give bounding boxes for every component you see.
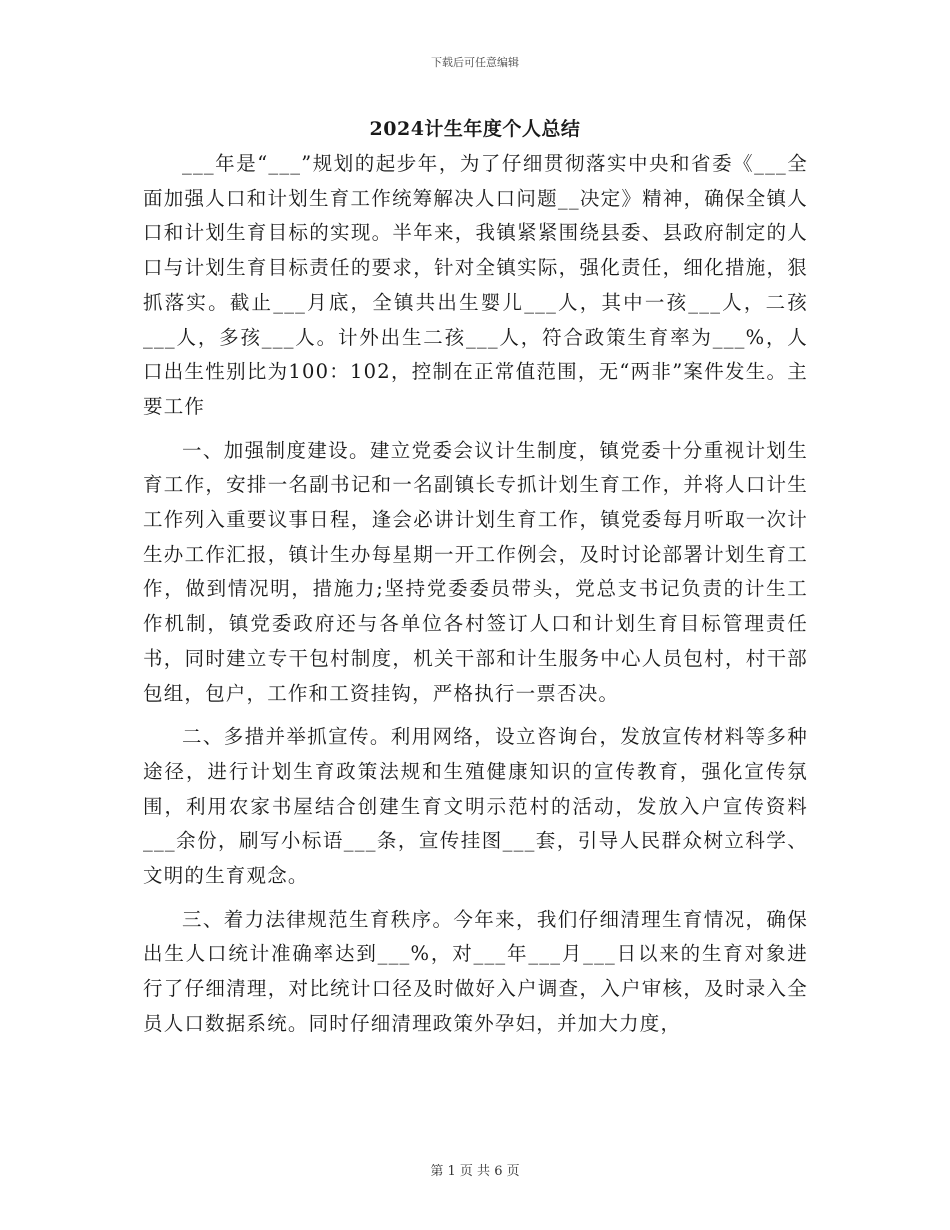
paragraph-system-building: 一、加强制度建设。建立党委会议计生制度，镇党委十分重视计划生育工作，安排一名副书记和一名副镇长专抓计划生育工作，并将人口计生工作列入重要议事日程，逢会必讲计划生育工作，镇党委每月听取一次计生办工作汇报，镇计生办每星期一开工作例会，及时讨论部署计划生育工作，做到情况明，措施力;坚持党委委员带头，党总支书记负责的计生工作机制，镇党委政府还与各单位各村签订人口和计划生育目标管理责任书，同时建立专干包村制度，机关干部和计生服务中心人员包村，村干部包组，包户，工作和工资挂钩，严格执行一票否决。 <box>143 438 808 705</box>
paragraph-intro: ___年是“___”规划的起步年，为了仔细贯彻落实中央和省委《___全面加强人口和计划生育工作统筹解决人口问题__决定》精神，确保全镇人口和计划生育目标的实现。半年来，我镇紧紧围绕县委、县政府制定的人口与计划生育目标责任的要求，针对全镇实际，强化责任，细化措施，狠抓落实。截止___月底，全镇共出生婴儿___人，其中一孩___人，二孩___人，多孩___人。计外出生二孩___人，符合政策生育率为___%，人口出生性别比为100：102，控制在正常值范围，无“两非”案件发生。主要工作 <box>143 152 808 418</box>
paragraph-publicity: 二、多措并举抓宣传。利用网络，设立咨询台，发放宣传材料等多种途径，进行计划生育政策法规和生殖健康知识的宣传教育，强化宣传氛围，利用农家书屋结合创建生育文明示范村的活动，发放入户宣传资料___余份，刷写小标语___条，宣传挂图___套，引导人民群众树立科学、文明的生育观念。 <box>143 725 808 888</box>
document-body <box>143 147 808 1042</box>
header-note: 下载后可任意编辑 <box>431 56 519 69</box>
paragraph-legal-regulation: 三、着力法律规范生育秩序。今年来，我们仔细清理生育情况，确保出生人口统计准确率达到___%，对___年___月___日以来的生育对象进行了仔细清理，对比统计口径及时做好入户调查，入户审核，及时录入全员人口数据系统。同时仔细清理政策外孕妇，并加大力度， <box>143 907 808 1035</box>
page-number: 第 1 页 共 6 页 <box>430 1164 520 1179</box>
document-title: 2024计生年度个人总结 <box>369 118 581 140</box>
